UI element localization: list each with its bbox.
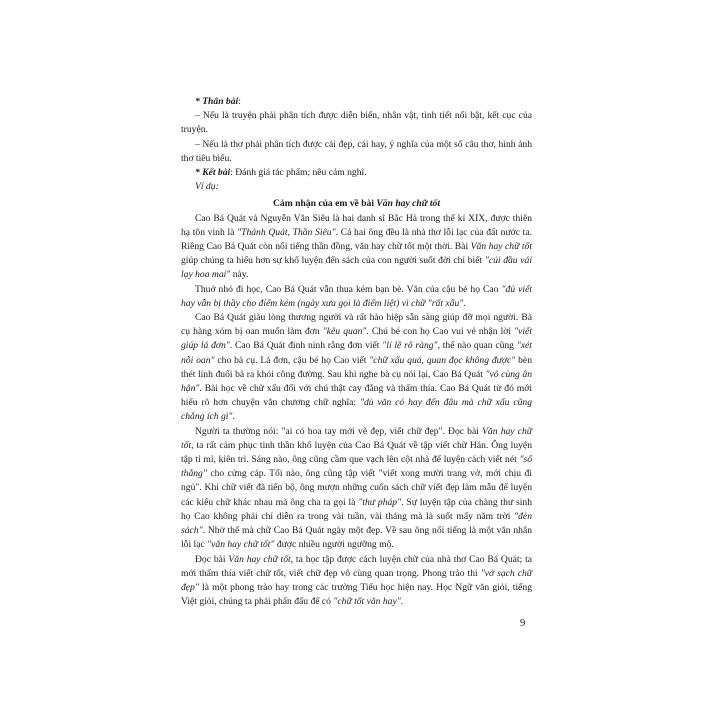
page-body bbox=[181, 95, 532, 609]
paragraph-childhood: Thuở nhỏ đi học, Cao Bá Quát vẫn thua kém bạn bè. Văn của cậu bé họ Cao "đủ viết hay vẫn bị thầy cho điểm kém (ngày xưa gọi là điểm liệt) vì chữ "rất xấu". bbox=[181, 283, 532, 309]
ket-bai-label: * Kết bài bbox=[195, 167, 231, 179]
vi-du-label: Ví dụ: bbox=[195, 181, 219, 193]
than-bai-label: * Thân bài bbox=[195, 96, 239, 107]
essay-title: Cảm nhận của em về bài Văn hay chữ tốt bbox=[273, 198, 440, 210]
than-bai-item-poem: – Nếu là thơ phải phân tích được cái đẹp, cái hay, ý nghĩa của một số câu thơ, hình ảnh thơ tiêu biểu. bbox=[181, 138, 532, 164]
page-number: 9 bbox=[520, 618, 526, 629]
than-bai-heading: * Thân bài: bbox=[195, 96, 241, 107]
paragraph-practice: Người ta thường nói: "ai có hoa tay mới vẽ đẹp, viết chữ đẹp". Đọc bài Văn hay chữ tốt, ta rất cảm phục tinh thần khổ luyện của Cao Bá Quát về tập viết chữ Hán. Ông luyện tập tỉ mỉ, kiên trì. Sáng nào, ông cũng cầm que vạch lên cột nhà để luyện cách viết nét "sổ thẳng" cho cứng cáp. Tối nào, ông cũng tập viết "viết xong mười trang vở, mới chịu đi ngủ". Khi chữ viết đã tiến bộ, ông mượn những cuốn sách chữ viết đẹp làm mẫu để luyện các kiểu chữ khác nhau mà ông cha ta gọi là "thư pháp". Sự luyện tập của chàng thư sinh họ Cao không phải chỉ diễn ra trong vài tuần, vài tháng mà là suốt mấy năm trời "đèn sách". Nhờ thế mà chữ Cao Bá Quát ngày một đẹp. Về sau ông nổi tiếng là một văn nhân lỗi lạc "văn hay chữ tốt" được nhiều người ngưỡng mộ. bbox=[181, 425, 532, 551]
paragraph-intro: Cao Bá Quát và Nguyễn Văn Siêu là hai danh sĩ Bắc Hà trong thế kỉ XIX, được thiên hạ tôn vinh là "Thánh Quát, Thần Siêu". Cả hai ông đều là nhà thơ lỗi lạc của đất nước ta. Riêng Cao Bá Quát còn nổi tiếng thần đồng, văn hay chữ tốt một thời. Bài Văn hay chữ tốt giúp chúng ta hiểu hơn sự khổ luyện đến sách của con người suốt đời chỉ biết "cúi đầu vái lạy hoa mai" này. bbox=[181, 212, 533, 281]
paragraph-conclusion: Đọc bài Văn hay chữ tốt, ta học tập được cách luyện chữ của nhà thơ Cao Bá Quát; ta mới thấm thía viết chữ tốt, viết chữ đẹp vô cùng quan trọng. Phong trào thi "vở sạch chữ đẹp" là một phong trào hay trong các trường Tiểu học hiện nay. Học Ngữ văn giỏi, tiếng Việt giỏi, chúng ta phải phấn đấu để có "chữ tốt văn hay". bbox=[181, 553, 533, 608]
ket-bai-text: : Đánh giá tác phẩm; nêu cảm nghĩ. bbox=[230, 167, 367, 179]
than-bai-item-story: – Nếu là truyện phải phân tích được diễn biến, nhân vật, tình tiết nổi bật, kết cục của truyện. bbox=[181, 110, 532, 136]
paragraph-lesson: Cao Bá Quát giàu lòng thương người và rất hào hiệp sẵn sàng giúp đỡ mọi người. Bà cụ hàng xóm bị oan muốn làm đơn "kêu quan". Chú bé con họ Cao vui vẻ nhận lời "viết giúp lá đơn". Cao Bá Quát đinh ninh rằng đơn viết "lí lẽ rõ ràng", thế nào quan cũng "xét nỗi oan" cho bà cụ. Lá đơn, cậu bé họ Cao viết "chữ xấu quá, quan đọc không được" bèn thét lính đuổi bà ra khỏi công đường. Sau khi nghe bà cụ nói lại, Cao Bá Quát "vô cùng ân hận". Bài học về chữ xấu đổi với chú thật cay đắng và thấm thía. Cao Bá Quát từ đó mới hiểu rõ hơn chuyện văn chương chữ nghĩa: "dù văn có hay đến đâu mà chữ xấu cũng chẳng ích gì". bbox=[181, 312, 533, 423]
ket-bai-line bbox=[181, 166, 532, 180]
